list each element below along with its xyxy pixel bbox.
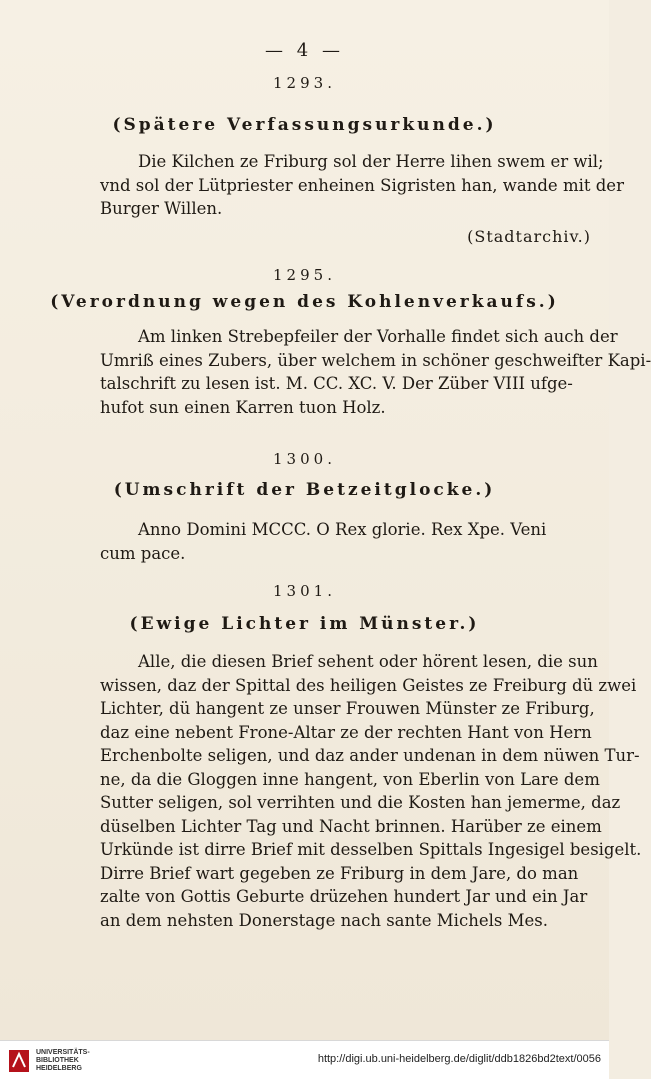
year-1295: 1295. xyxy=(273,266,336,284)
paragraph-1293 xyxy=(100,150,624,221)
library-logo-icon xyxy=(8,1049,30,1073)
text-line: Anno Domini MCCC. O Rex glorie. Rex Xpe. Veni xyxy=(138,520,547,539)
library-logo-text xyxy=(36,1049,90,1073)
text-line: talschrift zu lesen ist. M. CC. XC. V. Der Züber VIII ufge- xyxy=(100,374,573,393)
heading-betzeitglocke: (Umschrift der Betzeitglocke.) xyxy=(113,480,496,500)
heading-kohlenverkauf: (Verordnung wegen des Kohlenverkaufs.) xyxy=(50,292,559,312)
paragraph-1300 xyxy=(100,518,596,565)
text-line: ne, da die Gloggen inne hangent, von Eberlin von Lare dem xyxy=(100,769,600,789)
heading-ewige-lichter: (Ewige Lichter im Münster.) xyxy=(129,614,480,634)
logo-line: HEIDELBERG xyxy=(36,1065,82,1072)
text-line: Die Kilchen ze Friburg sol der Herre lihen swem er wil; xyxy=(138,152,604,171)
text-line: Umriß eines Zubers, über welchem in schöner geschweifter Kapi- xyxy=(100,350,651,370)
text-line: Sutter seligen, sol verrihten und die Kosten han jemerme, daz xyxy=(100,793,621,812)
year-1301: 1301. xyxy=(273,582,336,600)
text-line: Erchenbolte seligen, und daz ander undenan in dem nüwen Tur- xyxy=(100,746,640,765)
text-line: daz eine nebent Frone-Altar ze der rechten Hant von Hern xyxy=(100,722,592,742)
text-line: Urkünde ist dirre Brief mit desselben Spittals Ingesigel besigelt. xyxy=(100,840,642,859)
text-line: düselben Lichter Tag und Nacht brinnen. Harüber ze einem xyxy=(100,816,602,836)
library-footer xyxy=(0,1040,609,1079)
text-line: cum pace. xyxy=(100,543,186,563)
text-line: Dirre Brief wart gegeben ze Friburg in dem Jare, do man xyxy=(100,863,579,883)
page-number: — 4 — xyxy=(265,40,344,61)
text-line: Alle, die diesen Brief sehent oder hörent lesen, die sun xyxy=(138,652,598,671)
heading-verfassungsurkunde: (Spätere Verfassungsurkunde.) xyxy=(112,115,497,135)
logo-line: BIBLIOTHEK xyxy=(36,1057,79,1064)
text-line: Am linken Strebepfeiler der Vorhalle findet sich auch der xyxy=(138,327,618,346)
paragraph-1295 xyxy=(100,325,651,419)
text-line: Burger Willen. xyxy=(100,199,223,218)
text-line: wissen, daz der Spittal des heiligen Geistes ze Freiburg dü zwei xyxy=(100,675,637,695)
text-line: an dem nehsten Donerstage nach sante Michels Mes. xyxy=(100,910,548,930)
year-1293: 1293. xyxy=(273,74,336,92)
source-note: (Stadtarchiv.) xyxy=(467,227,591,246)
source-url-link[interactable]: http://digi.ub.uni-heidelberg.de/diglit/ddb1826bd2text/0056 xyxy=(317,1053,601,1065)
year-1300: 1300. xyxy=(273,450,336,468)
text-line: vnd sol der Lütpriester enheinen Sigristen han, wande mit der xyxy=(100,175,624,195)
text-line: zalte von Gottis Geburte drüzehen hundert Jar und ein Jar xyxy=(100,887,588,906)
text-line: Lichter, dü hangent ze unser Frouwen Münster ze Friburg, xyxy=(100,699,595,718)
text-line: hufot sun einen Karren tuon Holz. xyxy=(100,397,386,417)
paragraph-1301 xyxy=(100,650,642,932)
logo-line: UNIVERSITÄTS- xyxy=(36,1049,90,1056)
